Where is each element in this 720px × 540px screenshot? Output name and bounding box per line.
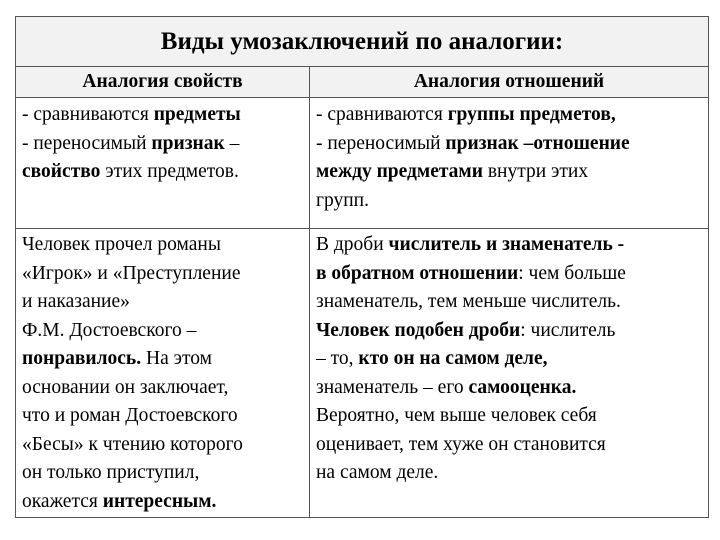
table-title: Виды умозаключений по аналогии: [16,17,709,67]
relation-definition-cell: - сравниваются группы предметов, - переносимый признак –отношение между предметами внутри этих групп. [310,98,709,229]
property-example-cell: Человек прочел романы «Игрок» и «Преступление и наказание» Ф.М. Достоевского – понравилось. На этом основании он заключает, что и роман Достоевского «Бесы» к чтению которого он только приступил, окажется интересным. [16,229,310,518]
property-definition-cell: - сравниваются предметы - переносимый признак – свойство этих предметов. [16,98,310,229]
header-property-analogy: Аналогия свойств [16,67,310,98]
header-relation-analogy: Аналогия отношений [310,67,709,98]
relation-example-cell: В дроби числитель и знаменатель - в обратном отношении: чем больше знаменатель, тем меньше числитель. Человек подобен дроби: числитель – то, кто он на самом деле, знаменатель – его самооценка. Вероятно, чем выше человек себя оценивает, тем хуже он становится на самом деле. [310,229,709,518]
analogy-table [15,16,709,518]
